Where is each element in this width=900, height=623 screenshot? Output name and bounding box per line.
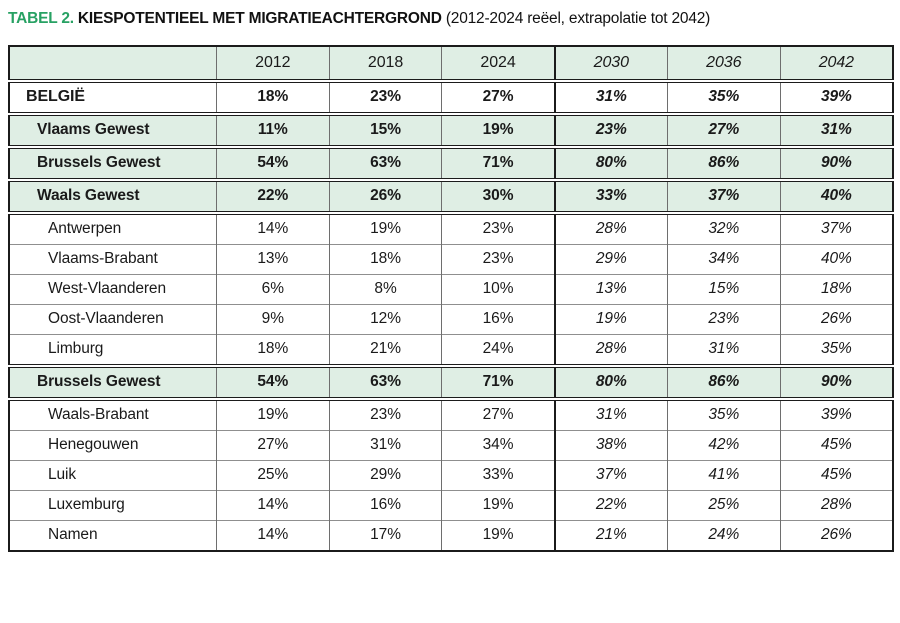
value-2012: 13%	[216, 244, 329, 274]
value-2018: 16%	[329, 490, 442, 520]
value-2036: 24%	[667, 520, 780, 551]
value-2012: 22%	[216, 180, 329, 213]
value-2036: 86%	[667, 366, 780, 399]
table-row	[9, 213, 893, 245]
value-2042: 39%	[780, 399, 893, 431]
row-label: Vlaams Gewest	[9, 114, 216, 147]
value-2042: 90%	[780, 147, 893, 180]
value-2036: 37%	[667, 180, 780, 213]
value-2018: 8%	[329, 274, 442, 304]
value-2012: 6%	[216, 274, 329, 304]
value-2036: 25%	[667, 490, 780, 520]
value-2036: 15%	[667, 274, 780, 304]
value-2012: 18%	[216, 334, 329, 366]
value-2012: 27%	[216, 430, 329, 460]
value-2012: 25%	[216, 460, 329, 490]
value-2024: 33%	[442, 460, 555, 490]
table-row	[9, 430, 893, 460]
column-header-2024: 2024	[442, 46, 555, 81]
column-header-2012: 2012	[216, 46, 329, 81]
value-2024: 71%	[442, 147, 555, 180]
value-2018: 63%	[329, 147, 442, 180]
value-2018: 18%	[329, 244, 442, 274]
value-2024: 24%	[442, 334, 555, 366]
value-2012: 11%	[216, 114, 329, 147]
value-2018: 63%	[329, 366, 442, 399]
table-row	[9, 399, 893, 431]
row-label: Brussels Gewest	[9, 147, 216, 180]
value-2018: 21%	[329, 334, 442, 366]
row-label: Waals-Brabant	[9, 399, 216, 431]
row-label: Brussels Gewest	[9, 366, 216, 399]
table-row	[9, 180, 893, 213]
value-2042: 45%	[780, 430, 893, 460]
table-row	[9, 244, 893, 274]
column-header-2018: 2018	[329, 46, 442, 81]
value-2024: 23%	[442, 213, 555, 245]
row-label: Henegouwen	[9, 430, 216, 460]
value-2036: 34%	[667, 244, 780, 274]
table-row	[9, 334, 893, 366]
column-header-2036: 2036	[667, 46, 780, 81]
value-2036: 86%	[667, 147, 780, 180]
value-2024: 27%	[442, 399, 555, 431]
value-2030: 80%	[555, 366, 668, 399]
value-2012: 54%	[216, 147, 329, 180]
value-2036: 42%	[667, 430, 780, 460]
row-label: West-Vlaanderen	[9, 274, 216, 304]
value-2018: 19%	[329, 213, 442, 245]
value-2030: 28%	[555, 334, 668, 366]
value-2018: 15%	[329, 114, 442, 147]
value-2012: 14%	[216, 490, 329, 520]
value-2030: 23%	[555, 114, 668, 147]
data-table	[8, 45, 894, 552]
value-2030: 13%	[555, 274, 668, 304]
row-label: BELGIË	[9, 81, 216, 114]
value-2012: 14%	[216, 520, 329, 551]
row-label: Waals Gewest	[9, 180, 216, 213]
value-2030: 19%	[555, 304, 668, 334]
table-row	[9, 114, 893, 147]
value-2036: 35%	[667, 399, 780, 431]
row-label: Oost-Vlaanderen	[9, 304, 216, 334]
value-2024: 16%	[442, 304, 555, 334]
value-2042: 45%	[780, 460, 893, 490]
value-2012: 19%	[216, 399, 329, 431]
row-label: Namen	[9, 520, 216, 551]
value-2042: 40%	[780, 180, 893, 213]
value-2042: 31%	[780, 114, 893, 147]
value-2042: 37%	[780, 213, 893, 245]
table-row	[9, 274, 893, 304]
value-2030: 37%	[555, 460, 668, 490]
value-2018: 26%	[329, 180, 442, 213]
value-2024: 34%	[442, 430, 555, 460]
value-2024: 71%	[442, 366, 555, 399]
value-2036: 27%	[667, 114, 780, 147]
row-label: Antwerpen	[9, 213, 216, 245]
value-2024: 30%	[442, 180, 555, 213]
value-2012: 9%	[216, 304, 329, 334]
row-label: Luxemburg	[9, 490, 216, 520]
table-row	[9, 81, 893, 114]
table-row	[9, 460, 893, 490]
value-2036: 32%	[667, 213, 780, 245]
value-2030: 33%	[555, 180, 668, 213]
column-header-empty	[9, 46, 216, 81]
value-2030: 29%	[555, 244, 668, 274]
value-2030: 21%	[555, 520, 668, 551]
column-header-2030: 2030	[555, 46, 668, 81]
value-2024: 23%	[442, 244, 555, 274]
value-2042: 26%	[780, 304, 893, 334]
column-header-2042: 2042	[780, 46, 893, 81]
value-2042: 39%	[780, 81, 893, 114]
row-label: Vlaams-Brabant	[9, 244, 216, 274]
value-2018: 12%	[329, 304, 442, 334]
value-2030: 80%	[555, 147, 668, 180]
value-2036: 41%	[667, 460, 780, 490]
value-2018: 17%	[329, 520, 442, 551]
table-row	[9, 147, 893, 180]
value-2036: 23%	[667, 304, 780, 334]
value-2012: 18%	[216, 81, 329, 114]
value-2018: 23%	[329, 81, 442, 114]
header-row	[9, 46, 893, 81]
value-2030: 31%	[555, 399, 668, 431]
value-2024: 27%	[442, 81, 555, 114]
table-row	[9, 490, 893, 520]
table-title-subtitle: (2012-2024 reëel, extrapolatie tot 2042)	[445, 10, 711, 27]
table-title-main: KIESPOTENTIEEL MET MIGRATIEACHTERGROND	[77, 10, 442, 27]
table-row	[9, 520, 893, 551]
value-2042: 40%	[780, 244, 893, 274]
value-2042: 18%	[780, 274, 893, 304]
value-2042: 90%	[780, 366, 893, 399]
value-2024: 19%	[442, 520, 555, 551]
value-2036: 35%	[667, 81, 780, 114]
value-2030: 38%	[555, 430, 668, 460]
table-number-tag: TABEL 2.	[8, 10, 74, 27]
table-row	[9, 304, 893, 334]
value-2030: 28%	[555, 213, 668, 245]
value-2018: 23%	[329, 399, 442, 431]
value-2018: 31%	[329, 430, 442, 460]
value-2018: 29%	[329, 460, 442, 490]
value-2012: 54%	[216, 366, 329, 399]
row-label: Limburg	[9, 334, 216, 366]
value-2012: 14%	[216, 213, 329, 245]
table-title	[8, 10, 894, 29]
value-2024: 19%	[442, 114, 555, 147]
value-2030: 22%	[555, 490, 668, 520]
value-2024: 19%	[442, 490, 555, 520]
value-2036: 31%	[667, 334, 780, 366]
value-2024: 10%	[442, 274, 555, 304]
value-2042: 35%	[780, 334, 893, 366]
value-2042: 28%	[780, 490, 893, 520]
value-2030: 31%	[555, 81, 668, 114]
value-2042: 26%	[780, 520, 893, 551]
table-row	[9, 366, 893, 399]
row-label: Luik	[9, 460, 216, 490]
